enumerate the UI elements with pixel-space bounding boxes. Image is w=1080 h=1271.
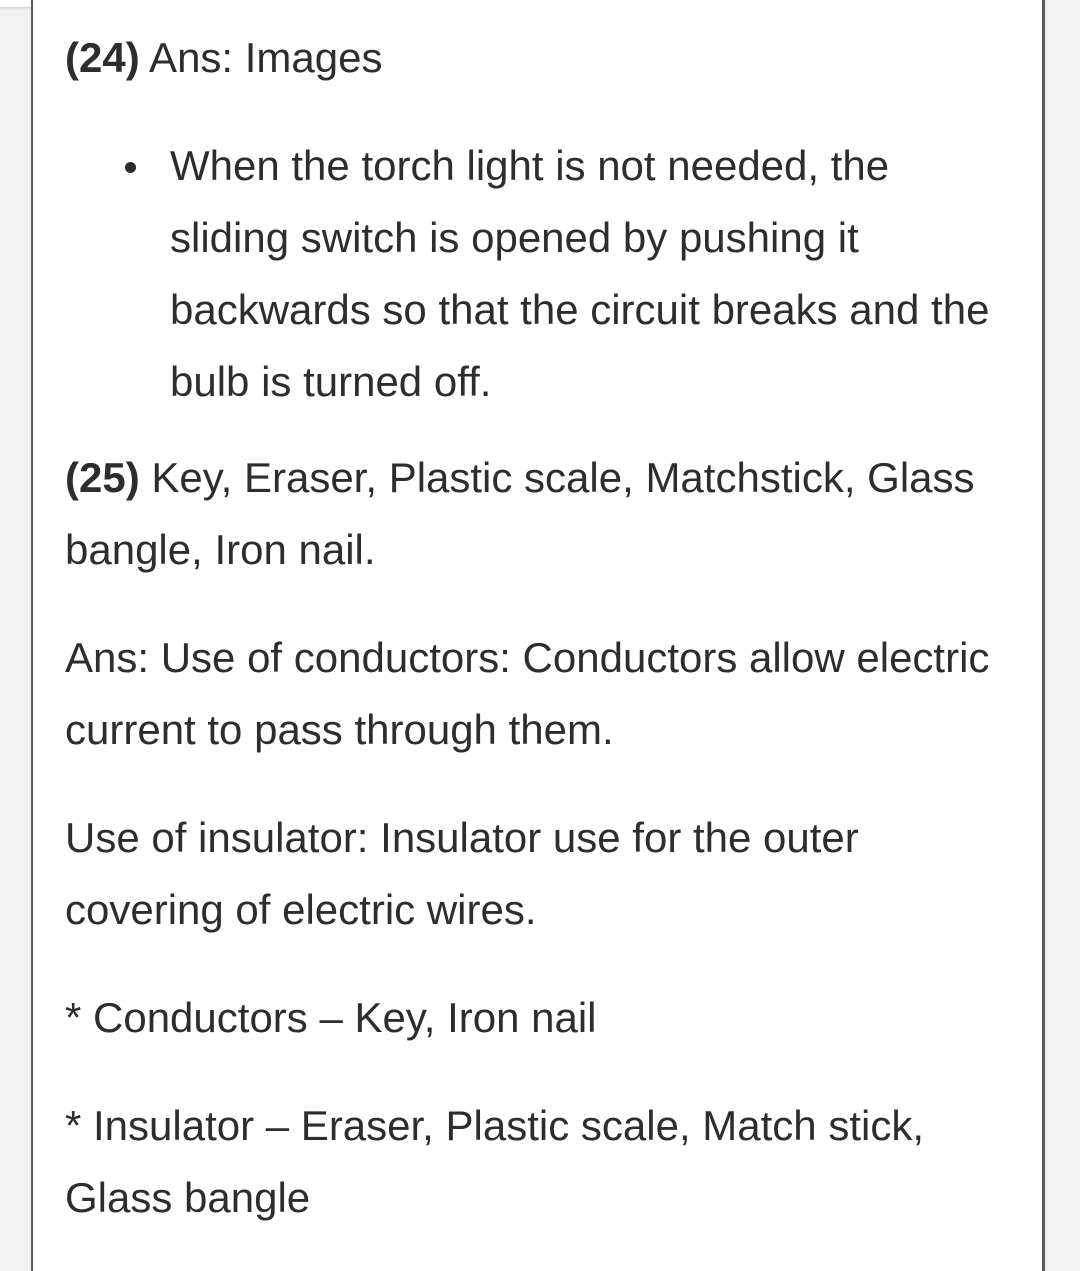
q25-number: (25): [65, 454, 140, 501]
q25-insulators-list: * Insulator – Eraser, Plastic scale, Match stick, Glass bangle: [65, 1102, 924, 1221]
q24-answer: Ans: Images: [139, 34, 383, 81]
q25-ans-insulator: Use of insulator: Insulator use for the outer covering of electric wires.: [65, 814, 859, 933]
answer-card: [31, 0, 1045, 1271]
q25-heading: [65, 442, 1015, 586]
q25-question: Key, Eraser, Plastic scale, Matchstick, Glass bangle, Iron nail.: [65, 454, 975, 573]
q24-number: (24): [65, 34, 140, 81]
q25-conductors-list: * Conductors – Key, Iron nail: [65, 994, 597, 1041]
list-item: [65, 130, 1015, 418]
q24-bullet-text: When the torch light is not needed, the sliding switch is opened by pushing it backwards so that the circuit breaks and the bulb is turned off.: [170, 142, 990, 405]
q25-ans-conductors: Ans: Use of conductors: Conductors allow electric current to pass through them.: [65, 634, 990, 753]
q24-heading: [65, 22, 1015, 94]
bullet-icon: [125, 162, 136, 173]
q24-bullet-list: [65, 130, 1015, 418]
